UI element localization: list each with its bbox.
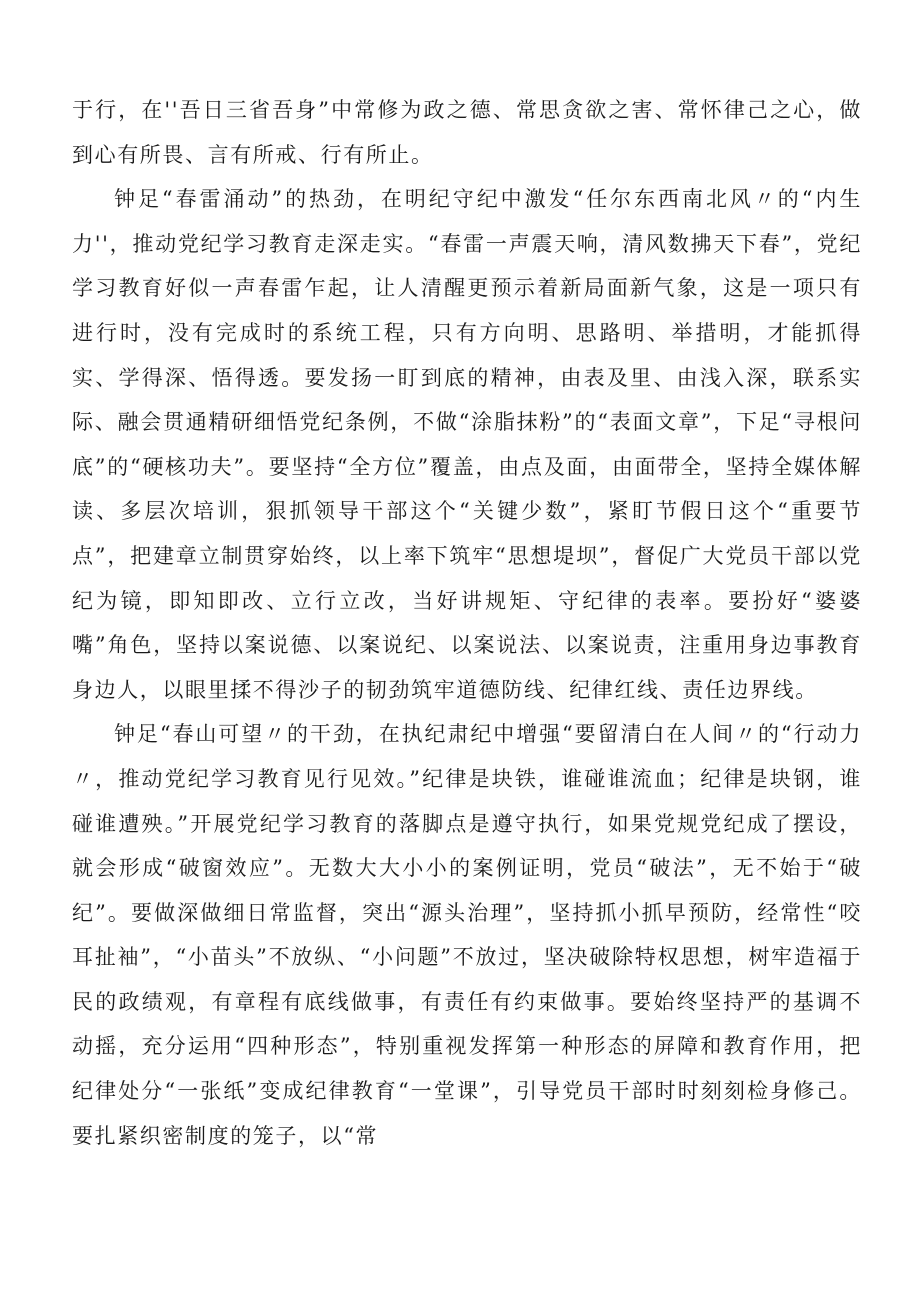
paragraph-continuation: 于行，在''吾日三省吾身”中常修为政之德、常思贪欲之害、常怀律己之心，做到心有所畏、言有所戒、行有所止。	[72, 98, 862, 167]
document-body	[72, 88, 862, 1158]
paragraph-spring-mountain: 钟足“春山可望〃的干劲，在执纪肃纪中增强“要留清白在人间〃的“行动力〃，推动党纪学习教育见行见效。”纪律是块铁，谁碰谁流血；纪律是块钢，谁碰谁遭殃。”开展党纪学习教育的落脚点是遵守执行，如果党规党纪成了摆设，就会形成“破窗效应”。无数大大小小的案例证明，党员“破法”，无不始于“破纪”。要做深做细日常监督，突出“源头治理”，坚持抓小抓早预防，经常性“咬耳扯袖”，“小苗头”不放纵、“小问题”不放过，坚决破除特权思想，树牢造福于民的政绩观，有章程有底线做事，有责任有约束做事。要始终坚持严的基调不动摇，充分运用“四种形态”，特别重视发挥第一种形态的屏障和教育作用，把纪律处分“一张纸”变成纪律教育“一堂课”，引导党员干部时时刻刻检身修己。要扎紧织密制度的笼子，以“常	[72, 722, 862, 1148]
paragraph-spring-thunder: 钟足“春雷涌动”的热劲，在明纪守纪中激发“任尔东西南北风〃的“内生力''，推动党纪学习教育走深走实。“春雷一声震天响，清风数拂天下春”，党纪学习教育好似一声春雷乍起，让人清醒更预示着新局面新气象，这是一项只有进行时，没有完成时的系统工程，只有方向明、思路明、举措明，才能抓得实、学得深、悟得透。要发扬一盯到底的精神，由表及里、由浅入深，联系实际、融会贯通精研细悟党纪条例，不做“涂脂抹粉”的“表面文章”，下足“寻根问底”的“硬核功夫”。要坚持“全方位”覆盖，由点及面，由面带全，坚持全媒体解读、多层次培训，狠抓领导干部这个“关键少数”，紧盯节假日这个“重要节点”，把建章立制贯穿始终，以上率下筑牢“思想堤坝”，督促广大党员干部以党纪为镜，即知即改、立行立改，当好讲规矩、守纪律的表率。要扮好“婆婆嘴”角色，坚持以案说德、以案说纪、以案说法、以案说责，注重用身边事教育身边人，以眼里揉不得沙子的韧劲筑牢道德防线、纪律红线、责任边界线。	[72, 187, 862, 702]
